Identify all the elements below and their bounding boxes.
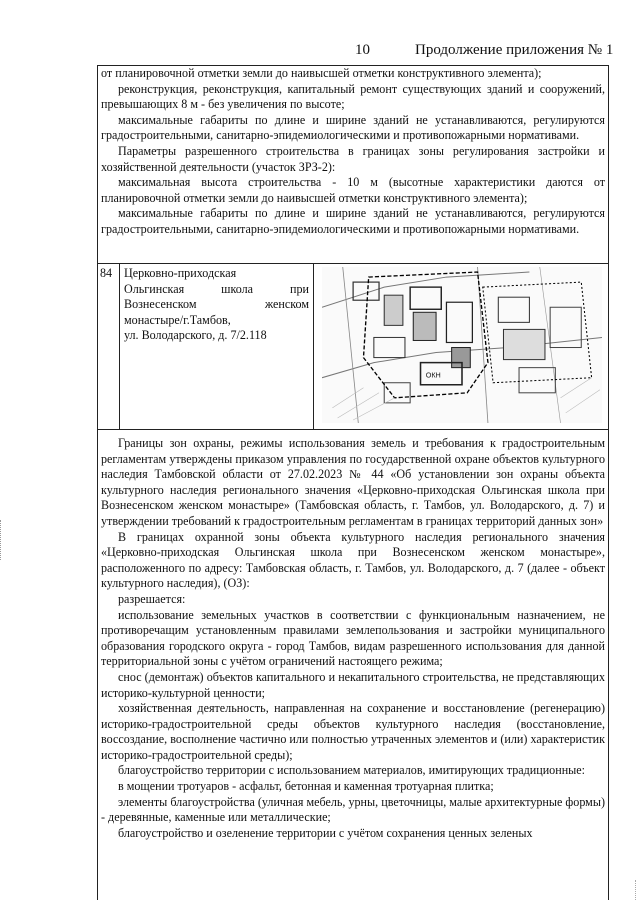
site-map-image <box>322 267 602 423</box>
page-header <box>0 40 640 64</box>
paragraph: В границах охранной зоны объекта культурного наследия регионального значения «Церковно-приходская Ольгинская школа при Вознесенском женском монастыре», расположенного по адресу: Тамбовская область, г. Тамбов, ул. Володарского, д. 7 (далее - объект культурного наследия), (ОЗ): <box>101 529 605 591</box>
paragraph: максимальная высота строительства - 10 м (высотные характеристики даются от планировочной отметки земли до наивысшей отметки конструктивного элемента); <box>101 175 605 205</box>
paragraph: снос (демонтаж) объектов капитального и некапитального строительства, не представляющих историко-культурной ценности; <box>101 669 605 700</box>
paragraph: Границы зон охраны, режимы использования земель и требования к градостроительным регламентам утверждены приказом управления по государственной охране объектов культурного наследия Тамбовской области от 27.02.2023 № 44 «Об установлении зон охраны объекта культурного наследия регионального значения «Церковно-приходская Ольгинская школа при Вознесенском женском монастыре» (Тамбовская область, г. Тамбов, ул. Володарского, д. 7) и утверждении требований к градостроительным регламентам в границах территорий данных зон» <box>101 436 605 528</box>
paragraph: благоустройство территории с использованием материалов, имитирующих традиционные: <box>118 763 586 778</box>
object-name-cell <box>120 264 314 429</box>
paragraph: максимальные габариты по длине и ширине зданий не устанавливаются, регулируются градостроительными, санитарно-эпидемиологическими и противопожарными нормативами. <box>101 206 605 236</box>
paragraph: в мощении тротуаров - асфальт, бетонная и каменная тротуарная плитка; <box>118 779 494 794</box>
paragraph: использование земельных участков в соответствии с функциональным назначением, не противоречащим установленным правилами землепользования и застройки муниципального образования городского округа - город Тамбов, видам разрешенного использования для данной территориальной зоны с учётом ограничений настоящего режима; <box>101 607 605 669</box>
paragraph: благоустройство и озеленение территории с учётом сохранения ценных зеленых <box>118 825 533 840</box>
object-name-line: Церковно-приходская <box>124 266 237 280</box>
document-table <box>97 65 609 900</box>
map-cell <box>314 264 608 429</box>
row-number: 84 <box>98 264 120 429</box>
paragraph: разрешается: <box>118 591 186 606</box>
object-name-line: монастыре/г.Тамбов, <box>124 312 231 327</box>
paragraph: Параметры разрешенного строительства в границах зоны регулирования застройки и хозяйственной деятельности (участок ЗРЗ-2): <box>101 143 605 174</box>
scan-margin-marks <box>633 880 636 900</box>
paragraph: от планировочной отметки земли до наивысшей отметки конструктивного элемента); <box>101 66 542 80</box>
paragraph: хозяйственная деятельность, направленная на сохранение и восстановление (регенерацию) историко-градостроительной среды объектов культурного наследия (восстановление, воссоздание, восполнение частично или полностью утраченных элементов и (или) характеристик историко-градостроительной среды); <box>101 701 605 762</box>
regulations-bottom-block <box>98 430 608 900</box>
object-name-line: Ольгинская школа при <box>124 281 309 296</box>
scan-margin-marks <box>0 520 4 560</box>
page-number: 10 <box>355 42 370 58</box>
object-name-line: ул. Володарского, д. 7/2.118 <box>124 328 267 343</box>
object-name-line: Вознесенском женском <box>124 297 309 312</box>
table-row <box>98 264 608 430</box>
paragraph: реконструкция, реконструкция, капитальный ремонт существующих зданий и сооружений, превышающих 8 м - без увеличения по высоте; <box>101 81 605 112</box>
paragraph: элементы благоустройства (уличная мебель, урны, цветочницы, малые архитектурные формы) - деревянные, каменные или металлические; <box>101 794 605 825</box>
appendix-label: Продолжение приложения № 1 <box>415 42 614 58</box>
regulations-top-block <box>98 66 608 264</box>
paragraph: максимальные габариты по длине и ширине зданий не устанавливаются, регулируются градостроительными, санитарно-эпидемиологическими и противопожарными нормативами. <box>101 112 605 143</box>
map-label: ОКН <box>425 371 441 380</box>
